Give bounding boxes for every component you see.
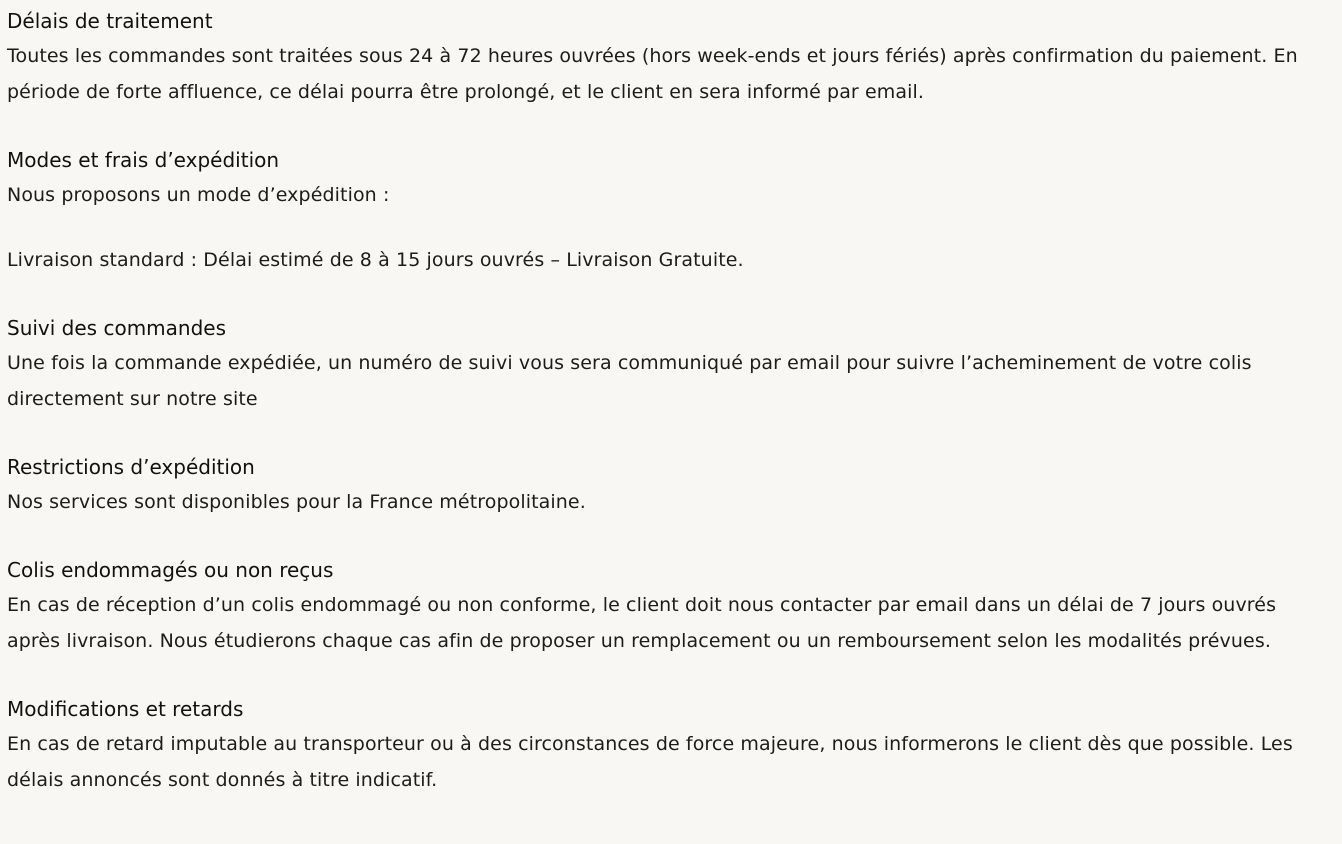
section-title: Modes et frais d’expédition [7, 148, 280, 172]
section-order-tracking [7, 315, 1335, 417]
section-title: Colis endommagés ou non reçus [7, 558, 334, 582]
section-paragraph: Nous proposons un mode d’expédition : [7, 184, 390, 206]
section-paragraph: Nos services sont disponibles pour la France métropolitaine. [7, 491, 586, 513]
section-title: Suivi des commandes [7, 316, 227, 340]
section-shipping-methods [7, 147, 1335, 278]
section-damaged-parcels [7, 557, 1335, 659]
section-shipping-restrictions [7, 454, 1335, 520]
section-changes-delays [7, 696, 1335, 798]
section-title: Restrictions d’expédition [7, 455, 255, 479]
section-paragraph: En cas de réception d’un colis endommagé ou non conforme, le client doit nous contacter par email dans un délai de 7 jours ouvrés après livraison. Nous étudierons chaque cas afin de proposer un remplacement ou un remboursement selon les modalités prévues. [7, 594, 1277, 652]
section-title: Délais de traitement [7, 9, 213, 33]
shipping-policy [7, 8, 1335, 798]
section-processing-times [7, 8, 1335, 110]
section-paragraph: En cas de retard imputable au transporteur ou à des circonstances de force majeure, nous informerons le client dès que possible. Les délais annoncés sont donnés à titre indicatif. [7, 733, 1293, 791]
section-paragraph: Une fois la commande expédiée, un numéro de suivi vous sera communiqué par email pour suivre l’acheminement de votre colis directement sur notre site [7, 352, 1252, 410]
section-title: Modifications et retards [7, 697, 244, 721]
section-paragraph: Toutes les commandes sont traitées sous 24 à 72 heures ouvrées (hors week-ends et jours fériés) après confirmation du paiement. En période de forte affluence, ce délai pourra être prolongé, et le client en sera informé par email. [7, 45, 1298, 103]
section-paragraph: Livraison standard : Délai estimé de 8 à 15 jours ouvrés – Livraison Gratuite. [7, 249, 744, 271]
